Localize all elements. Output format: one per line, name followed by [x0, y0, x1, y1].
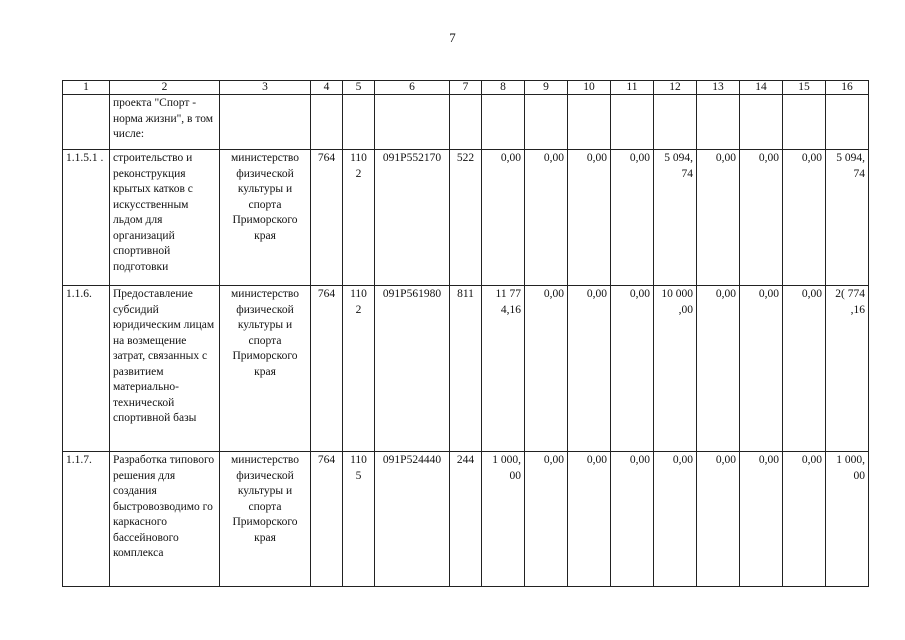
page-number: 7	[449, 30, 456, 45]
cell-value	[375, 95, 450, 150]
cell-value: 0,00	[482, 150, 525, 286]
cell-value: 110 5	[343, 452, 375, 587]
cell-executor: министерство физической культуры и спорта Приморского края	[220, 452, 311, 587]
cell-value	[826, 95, 869, 150]
col-header: 7	[450, 81, 482, 95]
cell-value: 244	[450, 452, 482, 587]
col-header: 2	[110, 81, 220, 95]
cell-value: 5 094, 74	[654, 150, 697, 286]
table-row	[63, 95, 869, 150]
cell-value: 764	[311, 452, 343, 587]
cell-number: 1.1.6.	[63, 286, 110, 452]
cell-value: 091P552170	[375, 150, 450, 286]
cell-value: 0,00	[611, 286, 654, 452]
cell-value: 2( 774 ,16	[826, 286, 869, 452]
table-row	[63, 452, 869, 587]
col-header: 16	[826, 81, 869, 95]
cell-executor: министерство физической культуры и спорта Приморского края	[220, 286, 311, 452]
cell-value: 0,00	[783, 286, 826, 452]
cell-value: 811	[450, 286, 482, 452]
cell-value: 5 094, 74	[826, 150, 869, 286]
cell-value: 764	[311, 150, 343, 286]
cell-value: 0,00	[740, 150, 783, 286]
cell-value: 0,00	[525, 150, 568, 286]
cell-value	[482, 95, 525, 150]
budget-table	[62, 80, 869, 587]
col-header: 9	[525, 81, 568, 95]
cell-value	[525, 95, 568, 150]
cell-value: 0,00	[697, 286, 740, 452]
cell-value: 0,00	[568, 286, 611, 452]
cell-value: 0,00	[525, 452, 568, 587]
cell-number: 1.1.5.1 .	[63, 150, 110, 286]
cell-name: строительство и реконструкция крытых катков с искусственным льдом для организаций спортивной подготовки	[110, 150, 220, 286]
cell-value	[654, 95, 697, 150]
header-row	[63, 81, 869, 95]
cell-number: 1.1.7.	[63, 452, 110, 587]
col-header: 4	[311, 81, 343, 95]
cell-value: 091P524440	[375, 452, 450, 587]
cell-value: 0,00	[740, 286, 783, 452]
cell-value	[611, 95, 654, 150]
cell-value: 1 000, 00	[482, 452, 525, 587]
cell-value: 0,00	[611, 452, 654, 587]
cell-value	[697, 95, 740, 150]
cell-value	[568, 95, 611, 150]
table-row	[63, 286, 869, 452]
cell-name: Предоставление субсидий юридическим лицам на возмещение затрат, связанных с развитием материально-технической спортивной базы	[110, 286, 220, 452]
cell-value: 110 2	[343, 286, 375, 452]
cell-value: 0,00	[783, 452, 826, 587]
cell-value	[450, 95, 482, 150]
cell-value	[343, 95, 375, 150]
cell-value: 110 2	[343, 150, 375, 286]
cell-value: 522	[450, 150, 482, 286]
cell-value	[311, 95, 343, 150]
col-header: 11	[611, 81, 654, 95]
cell-value: 0,00	[568, 150, 611, 286]
cell-value: 091P561980	[375, 286, 450, 452]
col-header: 15	[783, 81, 826, 95]
cell-value: 11 77 4,16	[482, 286, 525, 452]
cell-value: 10 000 ,00	[654, 286, 697, 452]
col-header: 12	[654, 81, 697, 95]
cell-value: 0,00	[697, 452, 740, 587]
cell-value: 0,00	[525, 286, 568, 452]
col-header: 3	[220, 81, 311, 95]
col-header: 1	[63, 81, 110, 95]
cell-executor	[220, 95, 311, 150]
col-header: 13	[697, 81, 740, 95]
cell-name: Разработка типового решения для создания быстровозводимо го каркасного бассейнового комплекса	[110, 452, 220, 587]
table-row	[63, 150, 869, 286]
col-header: 5	[343, 81, 375, 95]
cell-value: 0,00	[654, 452, 697, 587]
col-header: 14	[740, 81, 783, 95]
col-header: 6	[375, 81, 450, 95]
cell-value: 764	[311, 286, 343, 452]
cell-value: 0,00	[783, 150, 826, 286]
cell-value: 0,00	[568, 452, 611, 587]
cell-value: 0,00	[697, 150, 740, 286]
cell-executor: министерство физической культуры и спорта Приморского края	[220, 150, 311, 286]
col-header: 10	[568, 81, 611, 95]
col-header: 8	[482, 81, 525, 95]
cell-name: проекта "Спорт - норма жизни", в том числе:	[110, 95, 220, 150]
cell-value: 0,00	[740, 452, 783, 587]
cell-number	[63, 95, 110, 150]
cell-value	[740, 95, 783, 150]
cell-value: 1 000, 00	[826, 452, 869, 587]
cell-value: 0,00	[611, 150, 654, 286]
cell-value	[783, 95, 826, 150]
